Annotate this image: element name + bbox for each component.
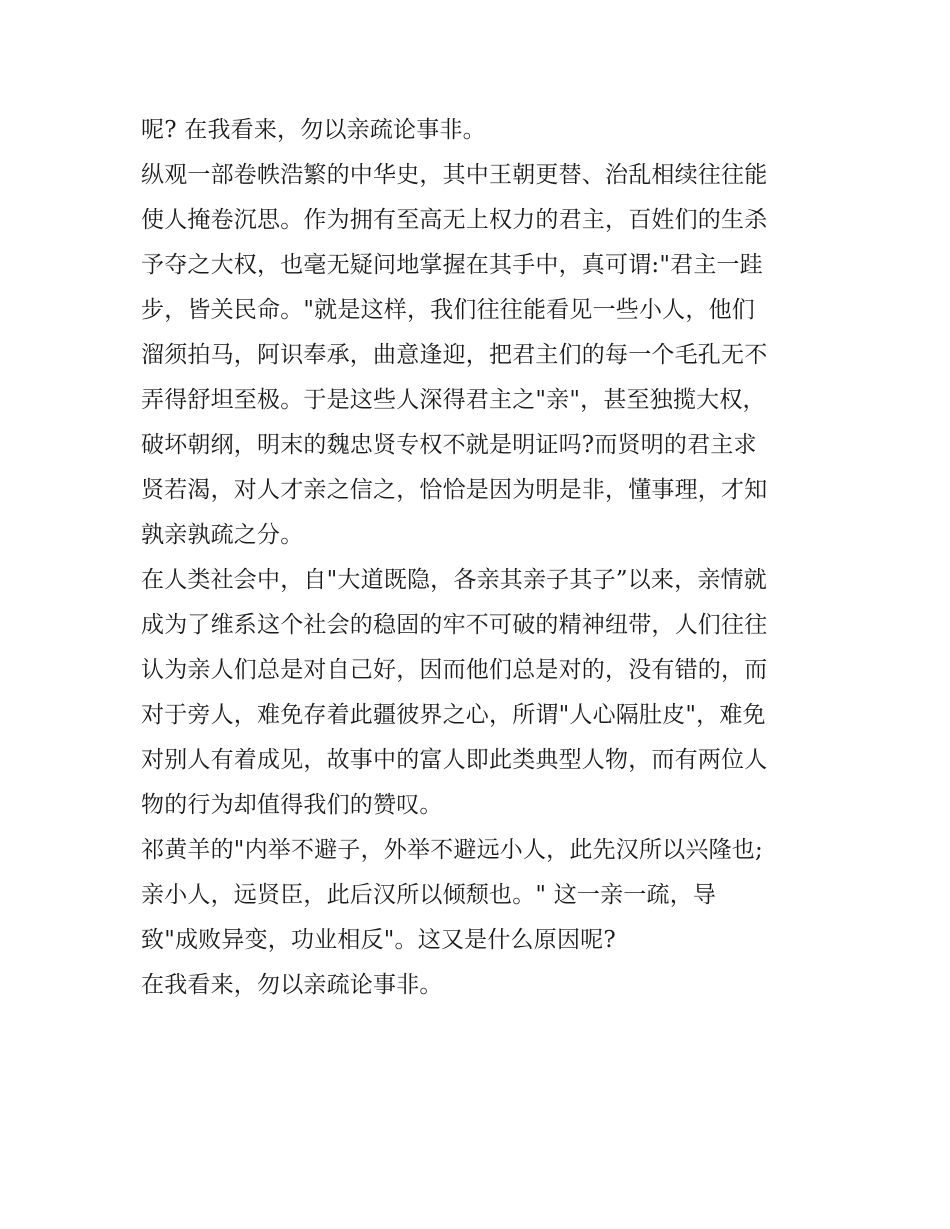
text-line: 祁黄羊的"内举不避子，外举不避远小人，此先汉所以兴隆也; xyxy=(141,837,763,863)
document-body xyxy=(141,108,841,1008)
text-line: 在我看来，勿以亲疏论事非。 xyxy=(141,972,443,998)
text-line: 纵观一部卷帙浩繁的中华史，其中王朝更替、治乱相续往往能 xyxy=(141,162,768,188)
text-line: 溜须拍马，阿识奉承，曲意逢迎，把君主们的每一个毛孔无不 xyxy=(141,342,768,368)
text-line: 对别人有着成见，故事中的富人即此类典型人物，而有两位人 xyxy=(141,747,768,773)
text-line: 在人类社会中，自"大道既隐，各亲其亲子其子”以来，亲情就 xyxy=(141,567,767,593)
text-line: 步，皆关民命。"就是这样，我们往往能看见一些小人，他们 xyxy=(141,297,755,323)
text-line: 予夺之大权，也毫无疑问地掌握在其手中，真可谓:"君主一跬 xyxy=(141,252,763,278)
text-line: 物的行为却值得我们的赞叹。 xyxy=(141,792,443,818)
text-line: 使人掩卷沉思。作为拥有至高无上权力的君主，百姓们的生杀 xyxy=(141,207,768,233)
text-line: 弄得舒坦至极。于是这些人深得君主之"亲"，甚至独揽大权， xyxy=(141,387,766,413)
text-line: 呢? 在我看来，勿以亲疏论事非。 xyxy=(141,117,486,143)
text-line: 破坏朝纲，明末的魏忠贤专权不就是明证吗?而贤明的君主求 xyxy=(141,432,757,458)
text-line: 对于旁人，难免存着此疆彼界之心，所谓"人心隔肚皮"，难免 xyxy=(141,702,766,728)
text-line: 成为了维系这个社会的稳固的牢不可破的精神纽带，人们往往 xyxy=(141,612,768,638)
text-line: 亲小人，远贤臣，此后汉所以倾颓也。" 这一亲一疏，导 xyxy=(141,882,717,908)
text-line: 贤若渴，对人才亲之信之，恰恰是因为明是非，懂事理，才知 xyxy=(141,477,768,503)
text-line: 认为亲人们总是对自己好，因而他们总是对的，没有错的，而 xyxy=(141,657,768,683)
text-line: 致"成败异变，功业相反"。这又是什么原因呢? xyxy=(141,927,616,953)
text-line: 孰亲孰疏之分。 xyxy=(141,522,304,548)
